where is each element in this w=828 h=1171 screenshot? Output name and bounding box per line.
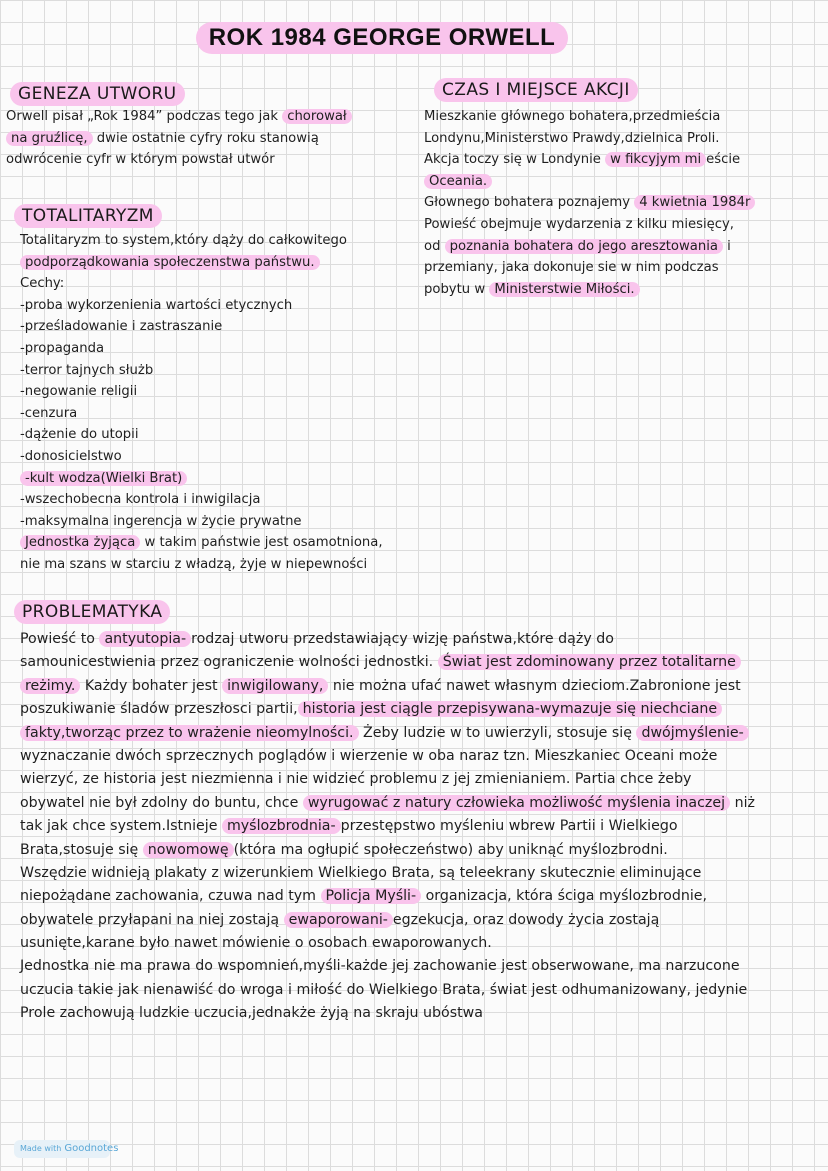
czas-text: Akcja toczy się w Londynie xyxy=(424,152,606,168)
czas-text: i xyxy=(722,238,731,254)
geneza-text: odwrócenie cyfr w którym powstał utwór xyxy=(6,152,275,168)
problematyka-highlight: historia jest ciągle przepisywana-wymazuje się niechciane xyxy=(298,701,722,717)
problematyka-text: rodzaj utworu przedstawiający wizję państwa,które dąży do xyxy=(191,631,614,647)
totalitaryzm-line xyxy=(20,489,383,511)
totalitaryzm-line xyxy=(20,230,383,252)
totalitaryzm-text: -terror tajnych służb xyxy=(20,362,154,378)
totalitaryzm-line xyxy=(20,273,383,295)
totalitaryzm-heading: TOTALITARYZM xyxy=(14,204,162,228)
czas-text: Głownego bohatera poznajemy xyxy=(424,195,635,211)
problematyka-text: (która ma ogłupić społeczeństwo) aby uniknąć myślozbrodni. xyxy=(233,841,668,858)
czas-text: pobytu w xyxy=(424,281,490,297)
problematyka-text: Wszędzie widnieją plakaty z wizerunkiem Wielkiego Brata, są teleekrany skutecznie eliminujące xyxy=(20,864,702,881)
problematyka-line xyxy=(20,651,820,674)
problematyka-line xyxy=(20,885,820,908)
totalitaryzm-text: -negowanie religii xyxy=(20,384,138,400)
problematyka-text: niż xyxy=(730,794,755,811)
problematyka-highlight: Świat jest zdominowany przez totalitarne xyxy=(438,654,741,670)
problematyka-text: Powieść to xyxy=(20,631,100,647)
totalitaryzm-line xyxy=(20,403,383,425)
problematyka-text: samounicestwienia przez ograniczenie wolności jednostki. xyxy=(20,654,438,671)
problematyka-text: Żeby ludzie w to uwierzyli, stosuje się xyxy=(358,724,637,741)
czas-line xyxy=(424,214,755,236)
geneza-highlight: na gruźlicę, xyxy=(6,131,93,146)
totalitaryzm-text: -maksymalna ingerencja w życie prywatne xyxy=(20,513,302,529)
problematyka-line xyxy=(20,768,820,791)
problematyka-highlight: fakty,tworząc przez to wrażenie nieomylności. xyxy=(20,725,359,741)
totalitaryzm-text: -propaganda xyxy=(20,340,105,356)
problematyka-highlight: Policja Myśli- xyxy=(321,888,422,904)
problematyka-text: organizacja, która ściga myślozbrodnie, xyxy=(421,888,708,905)
problematyka-text: Brata,stosuje się xyxy=(20,841,143,858)
problematyka-text: wierzyć, ze historia jest niezmienna i nie widzieć problemu z jej zmienianiem. Partia chce żeby xyxy=(20,771,692,788)
watermark-prefix: Made with xyxy=(20,1144,62,1153)
problematyka-line xyxy=(20,698,820,721)
totalitaryzm-highlight: Jednostka żyjąca xyxy=(20,535,140,550)
totalitaryzm-highlight: -kult wodza(Wielki Brat) xyxy=(20,471,187,486)
problematyka-line xyxy=(20,1002,820,1025)
problematyka-line xyxy=(20,675,820,698)
problematyka-text: wyznaczanie dwóch sprzecznych poglądów i wierzenie w oba naraz tzn. Mieszkaniec Oceani może xyxy=(20,747,718,764)
czas-line xyxy=(424,192,755,214)
geneza-text xyxy=(6,106,352,171)
geneza-heading: GENEZA UTWORU xyxy=(10,82,185,106)
problematyka-line xyxy=(20,815,820,838)
geneza-line xyxy=(6,128,352,150)
totalitaryzm-text: -cenzura xyxy=(20,405,78,421)
page-title: ROK 1984 GEORGE ORWELL xyxy=(196,22,568,54)
problematyka-heading: PROBLEMATYKA xyxy=(14,600,170,624)
problematyka-highlight: antyutopia- xyxy=(99,631,191,647)
totalitaryzm-text xyxy=(20,230,383,576)
czas-text: przemiany, jaka dokonuje sie w nim podczas xyxy=(424,260,719,276)
totalitaryzm-highlight: podporządkowania społeczenstwa państwu. xyxy=(20,255,320,270)
problematyka-highlight: reżimy. xyxy=(20,678,80,694)
problematyka-text: uczucia takie jak nienawiść do wroga i miłość do Wielkiego Brata, świat jest odhumanizowany, jedynie xyxy=(20,981,748,998)
totalitaryzm-line xyxy=(20,446,383,468)
totalitaryzm-text: -prześladowanie i zastraszanie xyxy=(20,319,223,335)
goodnotes-watermark xyxy=(14,1140,119,1158)
problematyka-text: egzekucja, oraz dowody życia zostają xyxy=(392,911,660,928)
totalitaryzm-line xyxy=(20,532,383,554)
czas-highlight: w fikcyjym mi xyxy=(605,152,706,167)
problematyka-line xyxy=(20,909,820,932)
totalitaryzm-line xyxy=(20,511,383,533)
problematyka-line xyxy=(20,979,820,1002)
geneza-highlight: chorował xyxy=(282,109,352,124)
problematyka-text: poszukiwanie śladów przeszłosci partii, xyxy=(20,701,298,718)
totalitaryzm-line xyxy=(20,360,383,382)
problematyka-highlight: dwójmyślenie- xyxy=(636,725,748,741)
problematyka-text xyxy=(20,628,820,1026)
totalitaryzm-text: w takim państwie jest osamotniona, xyxy=(140,535,383,551)
czas-highlight: Oceania. xyxy=(424,174,492,189)
problematyka-text: Prole zachowują ludzkie uczucia,jednakże żyją na skraju ubóstwa xyxy=(20,1005,483,1022)
totalitaryzm-line xyxy=(20,295,383,317)
czas-highlight: Ministerstwie Miłości. xyxy=(489,282,639,297)
czas-text: Londynu,Ministerstwo Prawdy,dzielnica Proli. xyxy=(424,130,720,146)
totalitaryzm-text: Cechy: xyxy=(20,276,65,292)
geneza-text: dwie ostatnie cyfry roku stanowią xyxy=(92,130,319,146)
problematyka-text: obywatele przyłapani na niej zostają xyxy=(20,911,284,928)
problematyka-text: przestępstwo myśleniu wbrew Partii i Wielkiego xyxy=(340,818,678,835)
problematyka-highlight: myślozbrodnia- xyxy=(222,818,341,834)
totalitaryzm-text: -donosicielstwo xyxy=(20,448,122,464)
czas-line xyxy=(424,106,755,128)
problematyka-line xyxy=(20,792,820,815)
geneza-text: Orwell pisał „Rok 1984” podczas tego jak xyxy=(6,109,283,124)
totalitaryzm-text: nie ma szans w starciu z władzą, żyje w niepewności xyxy=(20,556,368,572)
czas-line xyxy=(424,279,755,301)
watermark-brand: Goodnotes xyxy=(64,1143,119,1154)
problematyka-line xyxy=(20,955,820,978)
problematyka-highlight: nowomowę xyxy=(143,842,234,858)
czas-text: od xyxy=(424,238,445,254)
totalitaryzm-text: -dążenie do utopii xyxy=(20,427,139,443)
totalitaryzm-text: Totalitaryzm to system,który dąży do całkowitego xyxy=(20,233,347,248)
czas-line xyxy=(424,171,755,193)
problematyka-line xyxy=(20,745,820,768)
totalitaryzm-line xyxy=(20,554,383,576)
totalitaryzm-line xyxy=(20,381,383,403)
czas-line xyxy=(424,149,755,171)
problematyka-text: Jednostka nie ma prawa do wspomnień,myśli-każde jej zachowanie jest obserwowane, ma narzucone xyxy=(20,958,740,975)
problematyka-highlight: ewaporowani- xyxy=(284,912,393,928)
totalitaryzm-line xyxy=(20,338,383,360)
czas-text xyxy=(424,106,755,300)
problematyka-line xyxy=(20,932,820,955)
totalitaryzm-line xyxy=(20,468,383,490)
czas-line xyxy=(424,128,755,150)
problematyka-line xyxy=(20,839,820,862)
totalitaryzm-line xyxy=(20,424,383,446)
totalitaryzm-text: -proba wykorzenienia wartości etycznych xyxy=(20,297,293,313)
problematyka-text: Każdy bohater jest xyxy=(80,677,223,694)
czas-text: eście xyxy=(706,152,741,168)
problematyka-highlight: wyrugować z natury człowieka możliwość myślenia inaczej xyxy=(303,795,730,811)
totalitaryzm-line xyxy=(20,316,383,338)
problematyka-line xyxy=(20,862,820,885)
problematyka-text: niepożądane zachowania, czuwa nad tym xyxy=(20,888,321,905)
czas-line xyxy=(424,257,755,279)
problematyka-text: tak jak chce system.Istnieje xyxy=(20,818,222,835)
problematyka-line xyxy=(20,628,820,651)
czas-text: Mieszkanie głównego bohatera,przedmieścia xyxy=(424,109,721,124)
czas-highlight: poznania bohatera do jego aresztowania xyxy=(445,239,723,254)
geneza-line xyxy=(6,149,352,171)
czas-line xyxy=(424,236,755,258)
problematyka-line xyxy=(20,722,820,745)
problematyka-highlight: inwigilowany, xyxy=(222,678,328,694)
czas-text: Powieść obejmuje wydarzenia z kilku miesięcy, xyxy=(424,216,734,232)
czas-highlight: 4 kwietnia 1984r xyxy=(634,195,755,210)
geneza-line xyxy=(6,106,352,128)
problematyka-text: nie można ufać nawet własnym dzieciom.Zabronione jest xyxy=(328,677,741,694)
problematyka-text: obywatel nie był zdolny do buntu, chce xyxy=(20,794,303,811)
czas-heading: CZAS I MIEJSCE AKCJI xyxy=(434,78,638,102)
totalitaryzm-line xyxy=(20,252,383,274)
totalitaryzm-text: -wszechobecna kontrola i inwigilacja xyxy=(20,492,261,508)
problematyka-text: usunięte,karane było nawet mówienie o osobach ewaporowanych. xyxy=(20,935,492,952)
